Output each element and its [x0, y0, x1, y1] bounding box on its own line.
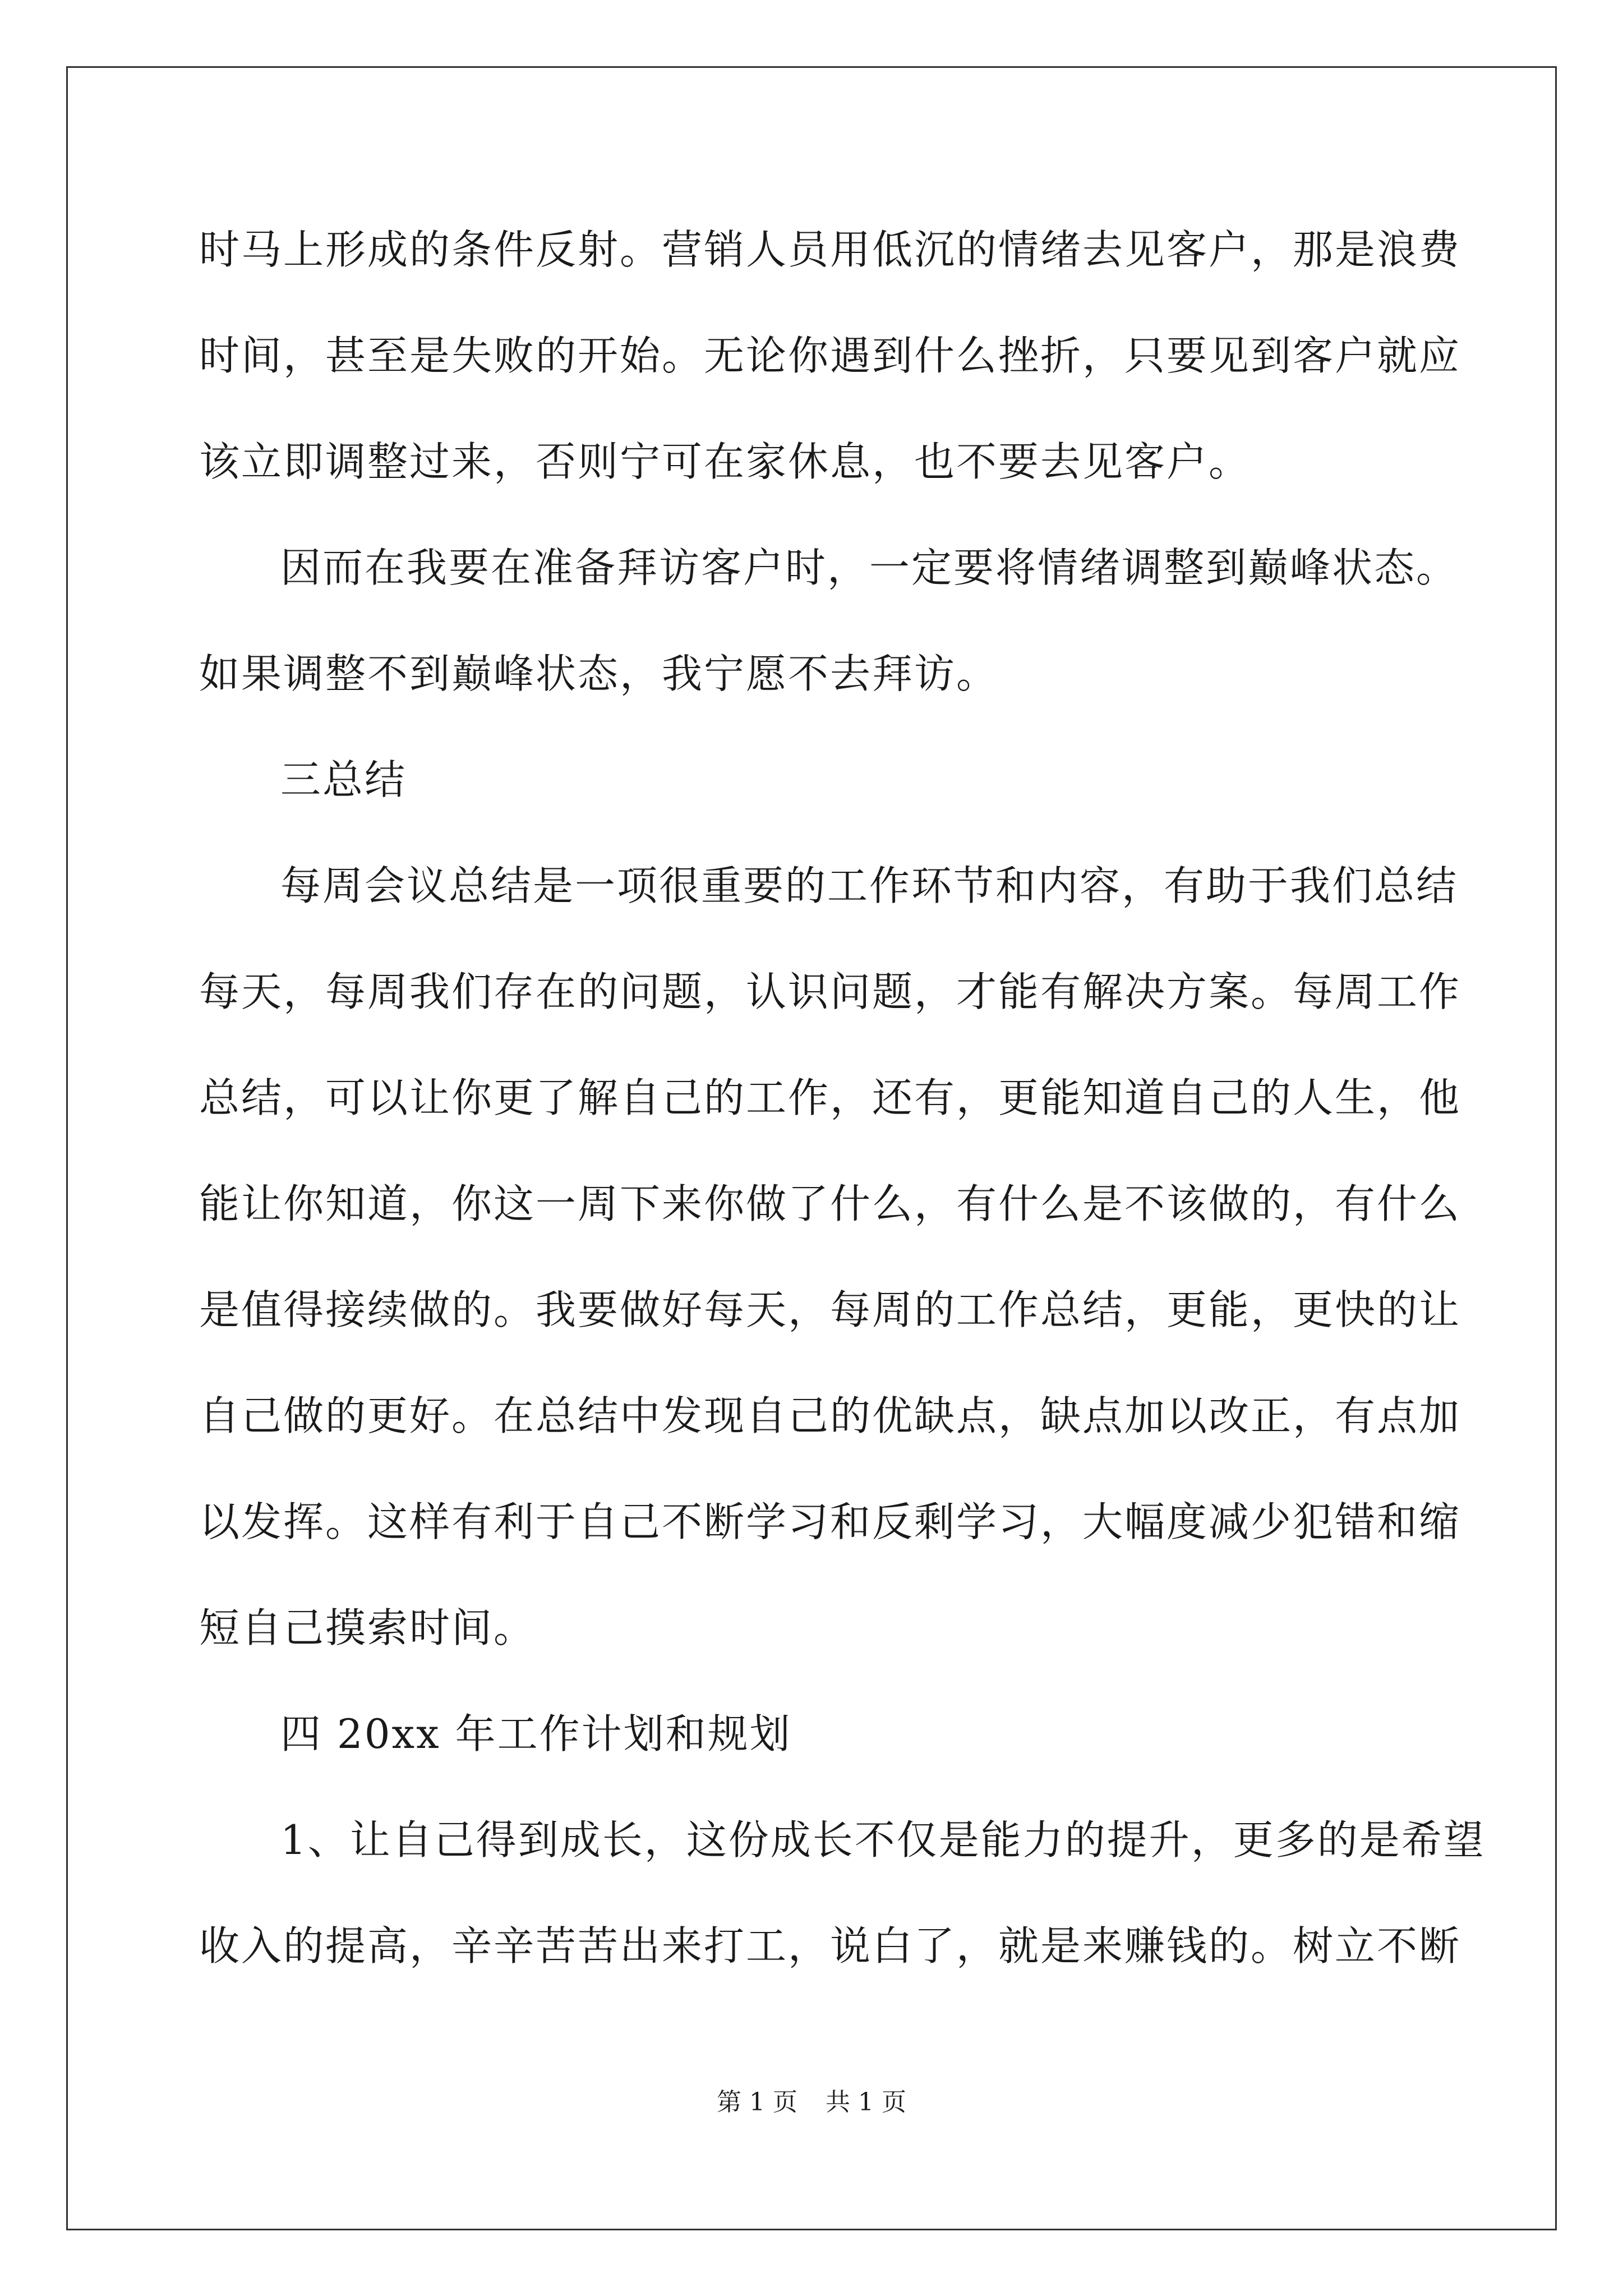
page-footer	[0, 2086, 1623, 2119]
paragraph-start: 因而在我要在准备拜访客户时，一定要将情绪调整到巅峰状态。	[280, 544, 1459, 591]
text-line: 自己做的更好。在总结中发现自己的优缺点，缺点加以改正，有点加	[199, 1392, 1461, 1439]
text-line: 总结，可以让你更了解自己的工作，还有，更能知道自己的人生，他	[199, 1074, 1461, 1121]
paragraph-start: 每周会议总结是一项很重要的工作环节和内容，有助于我们总结	[280, 862, 1459, 909]
text-line: 能让你知道，你这一周下来你做了什么，有什么是不该做的，有什么	[199, 1180, 1461, 1227]
section-heading: 三总结	[280, 756, 407, 803]
text-line: 该立即调整过来，否则宁可在家休息，也不要去见客户。	[199, 438, 1251, 485]
page-total: 共 1 页	[826, 2088, 906, 2116]
text-line: 时马上形成的条件反射。营销人员用低沉的情绪去见客户，那是浪费	[199, 226, 1461, 273]
section-heading: 四 20xx 年工作计划和规划	[280, 1710, 792, 1757]
page-border	[66, 66, 1557, 2230]
text-line: 如果调整不到巅峰状态，我宁愿不去拜访。	[199, 650, 999, 697]
page-number: 第 1 页	[717, 2088, 797, 2116]
text-line: 收入的提高，辛辛苦苦出来打工，说白了，就是来赚钱的。树立不断	[199, 1922, 1461, 1970]
text-line: 是值得接续做的。我要做好每天，每周的工作总结，更能，更快的让	[199, 1286, 1461, 1333]
text-line: 时间，甚至是失败的开始。无论你遇到什么挫折，只要见到客户就应	[199, 332, 1461, 379]
paragraph-start: 1、让自己得到成长，这份成长不仅是能力的提升，更多的是希望	[280, 1816, 1486, 1864]
text-line: 每天，每周我们存在的问题，认识问题，才能有解决方案。每周工作	[199, 968, 1461, 1015]
text-line: 短自己摸索时间。	[199, 1604, 536, 1651]
text-line: 以发挥。这样有利于自己不断学习和反剩学习，大幅度减少犯错和缩	[199, 1498, 1461, 1545]
